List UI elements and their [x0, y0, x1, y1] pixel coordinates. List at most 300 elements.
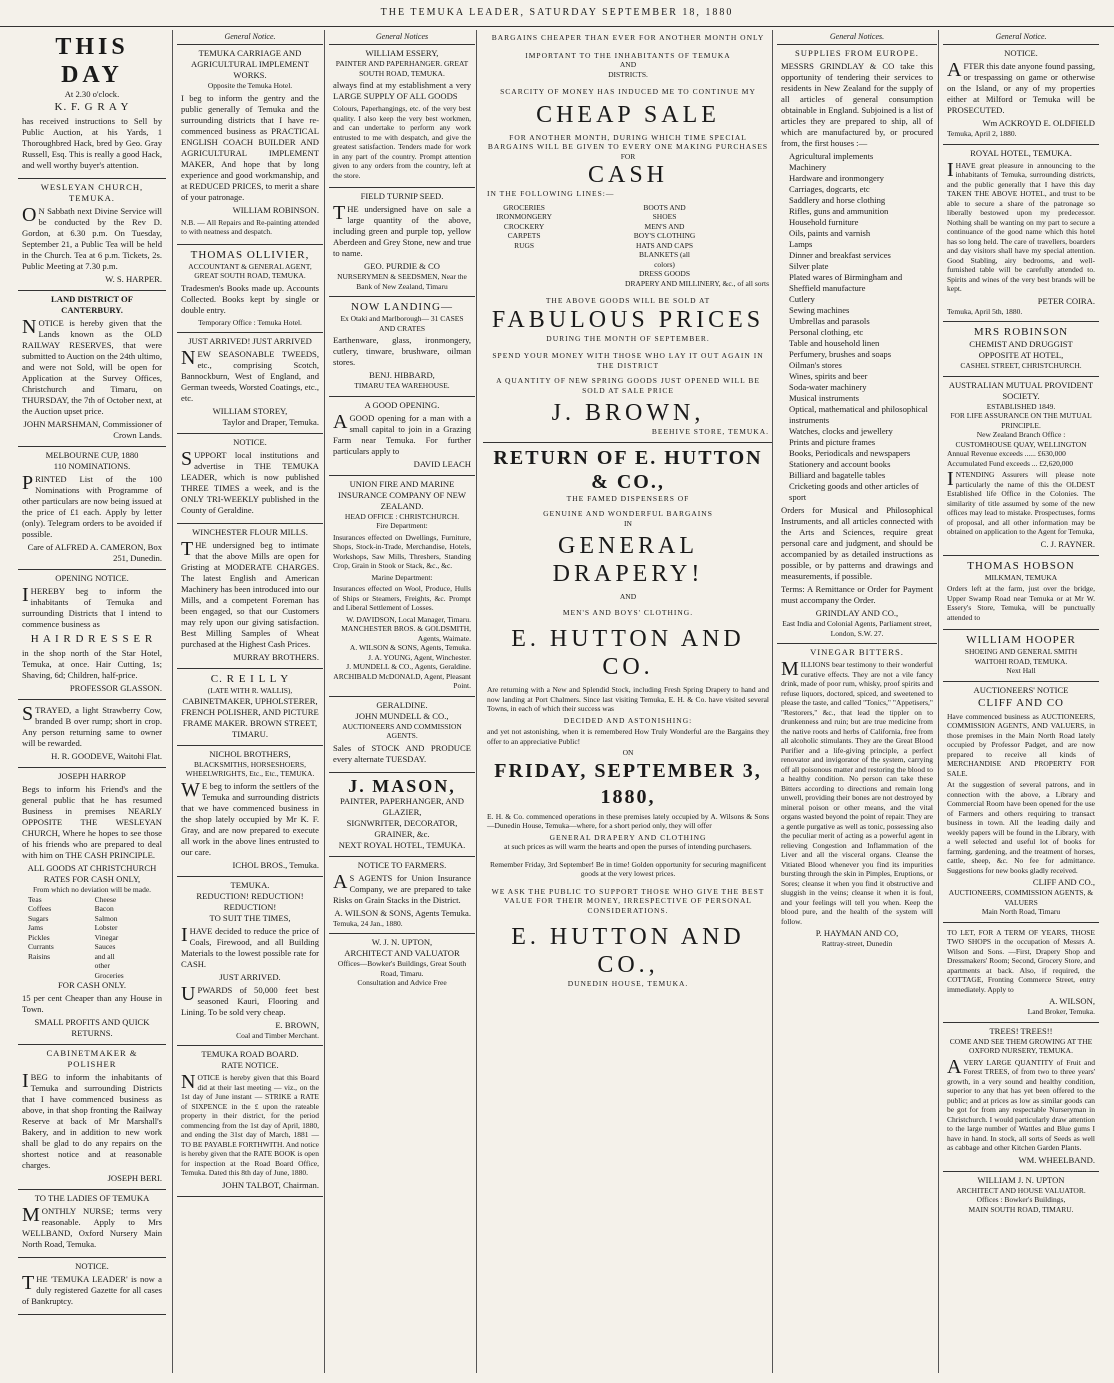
orders-text: Orders for Musical and Philosophical Instruments, and all articles connected with the Arts and Sciences, require great personal care and judgment, and should be accompanied by as detailed instructions as possible, or by patterns and drawings and measurements, if possible. — [781, 505, 933, 581]
opening-text: AGOOD opening for a man with a small capital to join in a Grazing Farm near Temuka. For further particulars apply to — [333, 410, 471, 456]
cab-sign: JOSEPH BERI. — [107, 1173, 162, 1183]
union-insurance-ad — [329, 476, 475, 697]
road-board-title: TEMUKA ROAD BOARD. — [201, 1049, 299, 1059]
upton-sub: ARCHITECT AND VALUATOR — [344, 948, 460, 958]
supply-item: Musical instruments — [789, 393, 859, 403]
amp-title: AUSTRALIAN MUTUAL PROVIDENT SOCIETY. — [948, 379, 1094, 401]
arrived2-heading: JUST ARRIVED. — [219, 971, 281, 982]
union-office: HEAD OFFICE : CHRISTCHURCH. — [344, 511, 460, 521]
hibbard-sub: TIMARU TEA WAREHOUSE. — [354, 381, 450, 390]
robinson-sub: CHEMIST AND DRUGGIST — [969, 339, 1073, 349]
mundell-name: JOHN MUNDELL & CO., — [355, 710, 449, 721]
mundell-sub: AUCTIONEERS AND COMMISSION AGENTS. — [342, 721, 462, 740]
harrop-name: JOSEPH HARROP — [58, 771, 126, 781]
supply-item: Soda-water machinery — [789, 382, 867, 392]
above-line: THE ABOVE GOODS WILL BE SOLD AT — [545, 296, 711, 305]
good-opening-ad — [329, 397, 475, 476]
mason-addr: NEXT ROYAL HOTEL, TEMUKA. — [338, 839, 466, 850]
mens-line: MEN'S AND BOYS' CLOTHING. — [562, 607, 694, 617]
remember-text: Remember Friday, 3rd September! Be in time! Golden opportunity for securing magnificent goods at the very lowest prices. — [489, 859, 767, 878]
amp-life: FOR LIFE ASSURANCE ON THE MUTUAL PRINCIPLE. — [950, 411, 1092, 430]
masthead: THE TEMUKA LEADER, SATURDAY SEPTEMBER 18, 1880 — [0, 0, 1114, 27]
robinson-name: MRS ROBINSON — [973, 326, 1069, 338]
mason-name: J. MASON, — [348, 775, 456, 796]
general-drapery-heading: GENERAL DRAPERY! — [552, 533, 704, 587]
wilson-sign: A. WILSON & SONS, Agents Temuka. — [334, 907, 471, 918]
upton2-sub: ARCHITECT AND HOUSE VALUATOR. — [956, 1185, 1086, 1195]
list-item: HATS AND CAPS — [635, 240, 694, 250]
support-ad — [177, 434, 323, 524]
royal-text: IHAVE great pleasure in announcing to the inhabitants of Temuka, surrounding districts, and the public generally that I have this day TAKEN THE ABOVE HOTEL, and trust to be able to secure a share of the patronage so liberally bestowed upon my predecessor. Nothing shall be wanting on my part to secure a continuance of the good name which this hotel has so long held. The care of travellers, boarders and day visitors shall have my special attention. Good Stabling, airy bedrooms, and well-furnished table will be carefully attended to. Spirits and wines of the very best brands will be kept. — [947, 158, 1095, 293]
royal-title: ROYAL HOTEL, TEMUKA. — [970, 147, 1072, 158]
fire-text: Insurances effected on Dwellings, Furniture, Shops, Stock-in-Trade, Merchandise, Hotels, Workshops, Saw Mills, Threshers, Standing Crop, Grain in Stook or Stack, &c., &c. — [333, 532, 471, 570]
returning-text: Are returning with a New and Splendid Stock, including Fresh Spring Drapery to hand and now landing at Port Chalmers. Since last visiting Temuka, E. H. & Co. have visited several Towns, in each of which their success was — [487, 685, 769, 713]
let-text: TO LET, FOR A TERM OF YEARS, THOSE TWO SHOPS in the occupation of Messrs A. Wilson and Sons. —First, Drapery Shop and Dressmakers' Room; Second, Grocery Store, and apartments at back. Also, if required, the COTTAGE, Fronting Commerce Street, entry immediately. Apply to — [947, 927, 1095, 994]
upton-text: Offices—Bowker's Buildings, Great South Road, Timaru. — [337, 959, 467, 978]
hooper-name: WILLIAM HOOPER — [966, 634, 1076, 646]
amp-established: ESTABLISHED 1849. — [986, 401, 1056, 411]
amp-society-ad — [943, 377, 1099, 556]
list-item: Lobster — [94, 923, 118, 932]
and2-line: AND — [619, 592, 637, 601]
purdie-name: GEO. PURDIE & CO — [364, 261, 440, 271]
arrived-heading: JUST ARRIVED! JUST ARRIVED — [188, 336, 312, 346]
royal-hotel-ad — [943, 145, 1099, 323]
supply-item: Watches, clocks and jewellery — [789, 426, 893, 436]
cash-only: FOR CASH ONLY. — [58, 980, 126, 990]
ollivier-text: Tradesmen's Books made up. Accounts Collected. Books kept by single or double entry. — [181, 282, 319, 315]
wesleyan-text: ON Sabbath next Divine Service will be conducted by the Rev D. Gordon, at 6.30 p.m. On Tuesday, September 21, a Public Tea will be held in the Church. Tea at 6 p.m. Tickets, 2s. Public Meeting at 7.30 p.m. — [22, 204, 162, 271]
supply-items — [781, 151, 933, 503]
carriage-head: TEMUKA CARRIAGE AND AGRICULTURAL IMPLEMENT WORKS. — [190, 48, 309, 80]
support-text: SUPPORT local institutions and advertise in THE TEMUKA LEADER, which is now published THREE TIMES a week, and is the ONLY TRI-WEEKLY published in the County of Geraldine. — [181, 448, 319, 515]
essery-ad — [329, 45, 475, 188]
supply-item: Agricultural implements — [789, 151, 874, 161]
reilly-sub: (LATE WITH R. WALLIS), — [207, 686, 293, 695]
nurse-text: MONTHLY NURSE; terms very reasonable. Apply to Mrs WELLBAND, Oxford Nursery Main North Road, Temuka. — [22, 1204, 162, 1249]
commenced-text: E. H. & Co. commenced operations in these premises lately occupied by A. Wilsons & Sons—Dunedin House, Temuka—where, for a short period only, they will offer — [487, 811, 769, 830]
cliff-text: Have commenced business as AUCTIONEERS, COMMISSION AGENTS, AND VALUERS, in those premises in the Main North Road lately occupied by Professor Padget, and are now prepared to receive all kinds of MERCHANDISE AND PROPERTY FOR SALE. — [947, 711, 1095, 778]
list-item: Bacon — [94, 904, 114, 913]
fire-dept: Fire Department: — [376, 521, 428, 530]
supply-item: Machinery — [789, 162, 827, 172]
column-6 — [938, 30, 1099, 1373]
wesleyan-sign: W. S. HARPER. — [105, 274, 162, 284]
beehive-line: BEEHIVE STORE, TEMUKA. — [651, 427, 769, 436]
cheap-sale-heading: CHEAP SALE — [536, 101, 720, 128]
brown-sale-ad — [483, 30, 773, 443]
list-item: Pickles — [28, 932, 50, 942]
goods-sub: From which no deviation will be made. — [32, 885, 152, 894]
marine-dept: Marine Department: — [371, 572, 433, 582]
leader-text: THE 'TEMUKA LEADER' is now a duly registered Gazette for all cases of Bankruptcy. — [22, 1272, 162, 1306]
lines-list — [487, 203, 769, 279]
agent-item: ARCHIBALD McDONALD, Agent, Pleasant Point. — [333, 671, 471, 690]
ladies-ad — [18, 1190, 166, 1258]
column-5 — [772, 30, 937, 1373]
ollivier-name: THOMAS OLLIVIER, — [190, 248, 310, 261]
cliff-ad — [943, 682, 1099, 923]
agents-list — [333, 615, 471, 691]
goods-list-b — [95, 895, 156, 981]
purdie-sub: NURSERYMEN & SEEDSMEN, Near the Bank of New Zealand, Timaru — [337, 272, 467, 291]
supply-item: Sewing machines — [789, 305, 850, 315]
trees-text: AVERY LARGE QUANTITY of Fruit and Forest TREES, of from two to three years' growth, in a very sound and healthy condition, superior to any that has yet been offered to the public; and at prices as low as similar goods can be got for from any respectable Nurseryman in Christchurch. I would particularly draw attention to the large number of Wattles and Blue gums I have in hand. In stock, all sorts of Seeds as well as cabbage and other Kitchen Garden Plants. — [947, 1055, 1095, 1152]
column-3-header: General Notices — [329, 30, 475, 45]
supply-item: Silver plate — [789, 261, 829, 271]
notice-text: AFTER this date anyone found passing, or trespassing on game or otherwise on the Island, or any of my properties either at Milford or Temuka will be PROSECUTED. — [947, 59, 1095, 115]
amp-annual: Annual Revenue exceeds ...... £630,000 — [947, 449, 1066, 458]
agent-item: J. MUNDELL & CO., Agents, Geraldine. — [346, 662, 471, 671]
land-text: NOTICE is hereby given that the Lands known as the OLD RAILWAY RESERVES, that were submitted to Auction on the 24th ultimo, and were not Sold, will be open for Application at the Survey Offices, Christchurch and Timaru, on THURSDAY, the 7th of October next, at the Auction upset price. — [22, 316, 162, 416]
goods-heading: ALL GOODS AT CHRISTCHURCH RATES FOR CASH ONLY, — [27, 863, 157, 884]
mason-sub2: SIGNWRITER, DECORATOR, GRAINER, &c. — [346, 817, 458, 839]
land-sign: JOHN MARSHMAN, Commissioner of Crown Lands. — [23, 419, 162, 440]
nichol-sign: ICHOL BROS., Temuka. — [232, 859, 319, 870]
temuka-label: TEMUKA. — [230, 879, 270, 890]
list-item: GROCERIES — [503, 202, 545, 212]
reilly-ad — [177, 669, 323, 746]
list-item: DRESS GOODS — [638, 269, 691, 278]
hooper-addr: WAITOHI ROAD, TEMUKA. — [974, 656, 1068, 666]
tweeds-text: NEW SEASONABLE TWEEDS, etc., comprising Scotch, Bannockburn, West of England, and German tweeds, Worsted Coatings, etc., etc. — [181, 347, 319, 403]
drapery-all: DRAPERY AND MILLINERY, &c., of all sorts — [625, 278, 769, 288]
this-day-heading: THIS DAY — [55, 34, 129, 88]
list-item: Coffees — [28, 904, 52, 913]
not-astonishing: and yet not astonishing, when it is remembered How Truly Wonderful are the Bargains they offer to an appreciative Public! — [487, 727, 769, 746]
coira-sign: PETER COIRA. — [1037, 295, 1095, 306]
cup-sign: Care of ALFRED A. CAMERON, Box 251, Dunedin. — [27, 542, 162, 563]
upton-ad — [329, 934, 475, 993]
mason-sub: PAINTER, PAPERHANGER, AND GLAZIER, — [340, 795, 464, 817]
supply-item: Oils, paints and varnish — [789, 228, 871, 238]
districts-line: DISTRICTS. — [608, 69, 648, 79]
to-let-ad — [943, 923, 1099, 1023]
rate-sign: JOHN TALBOT, Chairman. — [222, 1179, 319, 1190]
hayman-sub: Rattray-street, Dunedin — [821, 939, 893, 948]
supply-item: Optical, mathematical and philosophical instruments — [789, 404, 928, 425]
reduction-ad — [177, 877, 323, 1047]
bargains-line: BARGAINS CHEAPER THAN EVER FOR ANOTHER MONTH ONLY — [491, 33, 765, 42]
cup-sub: 110 NOMINATIONS. — [53, 461, 131, 471]
cliff-name: CLIFF AND CO — [978, 696, 1064, 709]
harrop-ad — [18, 768, 166, 1045]
in-line: IN — [624, 518, 632, 528]
list-item: Vinegar — [94, 932, 119, 942]
turnip-title: FIELD TURNIP SEED. — [360, 191, 444, 201]
column-5-header: General Notices. — [777, 30, 937, 45]
leader-notice — [18, 1258, 166, 1315]
leach-name: DAVID LEACH — [413, 458, 471, 469]
supply-item: Dinner and breakfast services — [789, 250, 891, 260]
list-item: Cheese — [94, 894, 117, 904]
grindlay-ad — [777, 45, 937, 644]
tweeds-ad — [177, 333, 323, 434]
supply-item: Perfumery, brushes and soaps — [789, 349, 892, 359]
hobson-ad — [943, 556, 1099, 631]
hibbard-name: BENJ. HIBBARD, — [369, 370, 435, 380]
list-item: IRONMONGERY — [496, 212, 553, 221]
vinegar-text: MILLIONS bear testimony to their wonderful curative effects. They are not a vile fancy drink, made of poor rum, whisky, proof spirits and refuse liquors, doctored, spiced, and sweetened to please the taste, and called "Tonics," "Appetisers," "Restorers," &c., that lead the tippler on to drunkenness and ruin; but are true medicine from the native roots and herbs of California, free from all alcoholic stimulants. They are the Great Blood Purifier and a life-giving principle, a perfect renovator and invigorator of the system, carrying off all poisonous matter and restoring the blood to a healthy condition. No person can take these Bitters according to directions and remain long unwell, providing their bones are not destroyed by mineral poison or other means, and the vital organs wasted beyond the point of repair. They are a gentle purgative as well as tonic, possessing also the peculiar merit of acting as a powerful agent in relieving Congestion and Inflammation of the Liver and all the visceral organs. Cleanse the Vitiated Blood whenever you find its impurities bursting through the skin in Pimples, Eruptions, or Sores; cleanse it when you find it obstructive and sluggish in the veins; cleanse it when it is foul, and your feelings will tell you when. Keep the blood pure, and the health of the system will follow. — [781, 658, 933, 926]
fabulous-heading: FABULOUS PRICES — [491, 306, 765, 333]
supply-item: Plated wares of Birmingham and Sheffield manufacture — [789, 272, 903, 293]
spend-line: SPEND YOUR MONEY WITH THOSE WHO LAY IT OUT AGAIN IN THE DISTRICT — [492, 351, 764, 370]
list-item: Sauces — [94, 942, 116, 951]
cab-title: CABINETMAKER & POLISHER — [46, 1048, 138, 1069]
opening-text: IHEREBY beg to inform the inhabitants of Temuka and surrounding Districts that I intend to commence business as — [22, 584, 162, 629]
list-item: and all other Groceries — [94, 951, 124, 980]
supply-item: Prints and picture frames — [789, 437, 876, 447]
turnip-seed-ad — [329, 188, 475, 297]
another-month: FOR ANOTHER MONTH, DURING WHICH TIME SPECIAL BARGAINS WILL BE GIVEN TO EVERY ONE MAKING PURCHASES — [487, 132, 769, 151]
and-line: AND — [619, 60, 637, 69]
hutton-ad — [483, 443, 773, 994]
union-title: UNION FIRE AND MARINE INSURANCE COMPANY OF NEW ZEALAND. — [337, 478, 467, 511]
geraldine-label: GERALDINE. — [376, 699, 428, 710]
carriage-works-ad — [177, 45, 323, 245]
column-6-header: General Notice. — [943, 30, 1099, 45]
mundell-text: Sales of STOCK AND PRODUCE every alternate TUESDAY. — [333, 742, 471, 764]
auction-text: has received instructions to Sell by Public Auction, at his Yards, 1 Thoroughbred Hack, bred by Geo. Gray Russell, Esq. This is really a good Hack, and well worthy buyer's attention. — [22, 116, 162, 170]
list-item: Jams — [28, 923, 43, 932]
upton2-addr: MAIN SOUTH ROAD, TIMARU. — [968, 1204, 1074, 1214]
famed-line: THE FAMED DISPENSERS OF — [566, 493, 690, 503]
trespass-notice — [943, 45, 1099, 145]
mundell-ad — [329, 697, 475, 773]
essery-sub: PAINTER AND PAPERHANGER. GREAT SOUTH ROAD, TEMUKA. — [335, 59, 469, 78]
important-line: IMPORTANT TO THE INHABITANTS OF TEMUKA — [525, 50, 731, 60]
rate-text: NOTICE is hereby given that this Board did at their last meeting — viz., on the 1st day of June instant — STRIKE a RATE of SIXPENCE in the £ upon the rateable property in their district, for the period commencing from the 1st day of April, 1880, and ending the 31st day of March, 1881 — TO BE PAYABLE FORTHWITH. And notice is hereby given that the RATE BOOK is open for inspection at the Road Board Office, Temuka. Dated this 8th day of June, 1880. — [181, 1071, 319, 1177]
supply-item: Wines, spirits and beer — [789, 371, 868, 381]
trees-ad — [943, 1023, 1099, 1172]
ollivier-ad — [177, 245, 323, 334]
such-prices: at such prices as will warm the hearts and open the purses of intending purchasers. — [504, 842, 752, 851]
during-line: DURING THE MONTH OF SEPTEMBER. — [546, 333, 710, 343]
scarcity-line: SCARCITY OF MONEY HAS INDUCED ME TO CONTINUE MY — [500, 87, 756, 96]
rayner-sign: C. J. RAYNER. — [1040, 538, 1095, 549]
agent-item: MANCHESTER BROS. & GOLDSMITH, Agents, Waimate. — [341, 624, 471, 643]
ackroyd-date: Temuka, April 2, 1880. — [947, 129, 1017, 138]
supply-item: Stationery and account books — [789, 459, 891, 469]
opening-title: A GOOD OPENING. — [364, 399, 440, 410]
supply-item: Hardware and ironmongery — [789, 173, 884, 183]
return-heading: RETURN OF E. HUTTON & CO., — [493, 446, 763, 493]
cabinetmaker-ad — [18, 1045, 166, 1190]
agent-item: J. A. YOUNG, Agent, Winchester. — [368, 652, 471, 662]
column-2 — [172, 30, 323, 1373]
hobson-name: THOMAS HOBSON — [967, 559, 1075, 572]
small-profits: SMALL PROFITS AND QUICK RETURNS. — [34, 1017, 150, 1038]
intending-text: INTENDING Assurers will please note particularly the name of this the OLDEST Established life Office in the Colonies. The similarity of title assumed by some of the new offices may lead to mistake. Prospectuses, forms of proposal, and all other information may be obtained on application to the Agent for Temuka, — [947, 468, 1095, 536]
per-cent: 15 per cent Cheaper than any House in Town. — [22, 993, 162, 1014]
column-3 — [324, 30, 475, 1373]
ollivier-sub: ACCOUNTANT & GENERAL AGENT, GREAT SOUTH ROAD, TEMUKA. — [188, 261, 312, 280]
vinegar-bitters-ad — [777, 644, 937, 954]
friday-heading: FRIDAY, SEPTEMBER 3, 1880, — [494, 759, 762, 808]
coira-date: Temuka, April 5th, 1880. — [947, 306, 1023, 316]
trees-title: TREES! TREES!! — [989, 1025, 1053, 1036]
list-item: Raisins — [28, 951, 51, 961]
cash-heading: CASH — [587, 162, 669, 188]
list-item: Currants — [28, 942, 54, 951]
let-wilson-sub: Land Broker, Temuka. — [1027, 1007, 1095, 1016]
supplies-title: SUPPLIES FROM EUROPE. — [795, 48, 919, 58]
list-item: Teas — [28, 894, 42, 904]
goods-list-a — [28, 895, 89, 981]
nichol-text: WE beg to inform the settlers of the Temuka and surrounding districts that we have commenced business in the shop lately occupied by Mr K. F. Gray, and are now prepared to execute all work in the above lines entrusted to our care. — [181, 778, 319, 857]
column-2-header: General Notice. — [177, 30, 323, 45]
dunedin-house: DUNEDIN HOUSE, TEMUKA. — [567, 979, 689, 988]
opening-title: OPENING NOTICE. — [55, 573, 129, 583]
list-item: MEN'S AND BOY'S CLOTHING — [633, 221, 696, 240]
list-item: RUGS — [514, 240, 535, 250]
notice-title: NOTICE. — [1004, 48, 1038, 58]
cliff-text2: At the suggestion of several patrons, and in connection with the above, a Library and Commercial Room have been opened for the use of Farmers and others requiring to transact business in town. All the leading daily and weekly papers will be found in the Library, with a well selected and useful lot of books for farming, gardening, and the treatment of horses, cattle, sheep, &c. No fee for admittance. Suggestions for new books gladly received. — [947, 780, 1095, 875]
mason-ad — [329, 773, 475, 857]
flour-sign: MURRAY BROTHERS. — [233, 652, 319, 662]
lines-list-a — [493, 203, 623, 279]
hobson-sub: MILKMAN, TEMUKA — [984, 572, 1058, 582]
storey-name: WILLIAM STOREY, — [212, 406, 288, 416]
hooper-sub: SHOEING AND GENERAL SMITH — [964, 647, 1078, 656]
cliff2-name: CLIFF AND CO., — [1032, 877, 1095, 887]
landing-ad — [329, 297, 475, 397]
farmers-title: NOTICE TO FARMERS. — [357, 859, 447, 870]
auctioneer-name: K. F. G R A Y — [54, 101, 130, 113]
list-item: BLANKETS (all colors) — [638, 250, 691, 269]
supply-item: Billiard and bagatelle tables — [789, 470, 886, 480]
ackroyd-sign: Wm ACKROYD E. OLDFIELD — [982, 118, 1095, 128]
consult: Consultation and Advice Free — [357, 978, 447, 987]
reilly-text: CABINETMAKER, UPHOLSTERER, FRENCH POLISHER, AND PICTURE FRAME MAKER. BROWN STREET, TIMARU. — [181, 695, 319, 739]
supply-item: Cricketing goods and other articles of sport — [789, 481, 919, 502]
upwards-text: UPWARDS of 50,000 feet best seasoned Kauri, Flooring and Lining. To be sold very cheap. — [181, 982, 319, 1017]
hairdresser-ad — [18, 570, 166, 700]
gen-drapery-line: GENERAL DRAPERY AND CLOTHING — [549, 832, 707, 842]
essery-text2: Colours, Paperhangings, etc. of the very best quality. I also keep the very best workmen, and can undertake to perform any work entrusted to me with despatch, and give the greatest satisfaction. Tenders made for work in any part of the country. Prompt attention given to any orders from the country, left at the store. — [333, 104, 471, 180]
supply-item: Household furniture — [789, 217, 859, 227]
glasson: PROFESSOR GLASSON. — [69, 683, 162, 693]
carriage-sub: Opposite the Temuka Hotel. — [207, 81, 293, 90]
genuine-line: GENUINE AND WONDERFUL BARGAINS — [543, 509, 713, 518]
supply-item: Umbrellas and parasols — [789, 316, 870, 326]
flour-mills-ad — [177, 524, 323, 669]
lines-list-b — [633, 203, 763, 279]
supply-item: Cutlery — [789, 294, 815, 304]
robinson-sub2: OPPOSITE AT HOTEL, — [978, 350, 1064, 360]
lines-heading: IN THE FOLLOWING LINES:— — [487, 189, 615, 198]
essery-text: always find at my establishment a very LARGE SUPPLY OF ALL GOODS — [333, 80, 471, 101]
flour-text: THE undersigned beg to intimate that the above Mills are open for Gristing at MODERATE CHARGES. The latest English and American Machinery has been introduced into our Mills, and a competent Foreman has been engaged, so that our Customers may rely upon our giving satisfaction. Best Milling Samples of Wheat purchased at the Highest Cash Prices. — [181, 538, 319, 649]
hair-text: in the shop north of the Star Hotel, Temuka, at once. Hair Cutting, 1s; Shaving, 6d; Children, half-price. — [22, 648, 162, 680]
leader-notice-title: NOTICE. — [75, 1261, 109, 1271]
flour-title: WINCHESTER FLOUR MILLS. — [192, 527, 308, 537]
carriage-text: I beg to inform the gentry and the public generally of Temuka and the surrounding districts that I have re-commenced business as PRACTICAL ENGLISH COACH BUILDER AND AGRICULTURAL IMPLEMENT MAKER, And hope that by long experience and good workmanship, and at REDUCED PRICES, to merit a share of your patronage. — [181, 92, 319, 202]
terms-text: Terms: A Remittance or Order for Payment must accompany the Order. — [781, 584, 933, 605]
for-line: FOR — [620, 151, 636, 161]
robinson-addr: CASHEL STREET, CHRISTCHURCH. — [960, 361, 1082, 370]
carriage-sign: WILLIAM ROBINSON. — [232, 204, 319, 215]
list-item: Sugars — [28, 913, 49, 923]
let-wilson: A. WILSON, — [1049, 996, 1095, 1006]
hooper-ad — [943, 630, 1099, 682]
upton2-offices: Offices : Bowker's Buildings, — [976, 1195, 1066, 1204]
cup-text: PRINTED List of the 100 Nominations with Programme of other particulars are now being issued at the price of £1 each. Apply by letter (only). Telegram orders to be avoided if possible. — [22, 472, 162, 539]
carriage-nb: N.B. — All Repairs and Re-painting attended to with neatness and despatch. — [181, 217, 319, 236]
list-item: Salmon — [94, 913, 118, 923]
strayed-ad — [18, 700, 166, 768]
supply-item: Lamps — [789, 239, 813, 249]
essery-name: WILLIAM ESSERY, — [365, 48, 439, 58]
upton-architect-ad — [943, 1172, 1099, 1220]
hutton-heading: E. HUTTON AND CO. — [511, 626, 745, 680]
wesleyan-title: WESLEYAN CHURCH, TEMUKA. — [40, 182, 144, 203]
brown-sub: Coal and Timber Merchant. — [236, 1030, 319, 1040]
hair-dresser: H A I R D R E S S E R — [30, 633, 154, 645]
amp-quay: CUSTOMHOUSE QUAY, WELLINGTON — [955, 439, 1087, 449]
supply-item: Saddlery and horse clothing — [789, 195, 886, 205]
jbrown-name: J. BROWN, — [551, 400, 705, 426]
grindlay-text: MESSRS GRINDLAY & CO take this opportunity of tendering their services to residents in New Zealand for the supply of all articles of general consumption obtainable in England. Subjoined is a list of articles they are prepared to ship, all of which are manufactured by, or procured from, the first houses :— — [781, 61, 933, 148]
reilly-name: C. R E I L L Y — [210, 673, 290, 685]
robinson-ad — [943, 322, 1099, 377]
landing-text: Earthenware, glass, ironmongery, cutlery, tinware, brushware, oilman stores. — [333, 335, 471, 367]
upton2-name: WILLIAM J. N. UPTON — [977, 1174, 1065, 1185]
land-ad — [18, 291, 166, 447]
nichol-sub: BLACKSMITHS, HORSESHOERS, WHEELWRIGHTS, Etc., Etc., TEMUKA. — [185, 759, 315, 778]
supply-item: Carriages, dogcarts, etc — [789, 184, 870, 194]
rate-notice-title: RATE NOTICE. — [221, 1060, 279, 1070]
column-1 — [18, 30, 166, 1373]
cup-title: MELBOURNE CUP, 1880 — [45, 450, 139, 460]
auction-time: At 2.30 o'clock. — [64, 89, 120, 99]
landing-sub: Ex Otaki and Marlborough— 31 CASES AND CRATES — [340, 314, 464, 333]
list-item: CARPETS — [507, 231, 541, 240]
suit-text: IHAVE decided to reduce the price of Coals, Firewood, and all Building Materials to the lowest possible rate for CASH. — [181, 923, 319, 969]
supply-item: Oilman's stores — [789, 360, 842, 370]
upton-name: W. J. N. UPTON, — [371, 937, 433, 947]
grindlay-sub: East India and Colonial Agents, Parliament street, London, S.W. 27. — [782, 619, 932, 638]
farmers-ad — [329, 857, 475, 935]
auction-ad — [18, 30, 166, 179]
land-title: LAND DISTRICT OF CANTERBURY. — [51, 294, 133, 315]
amp-funds: Accumulated Fund exceeds ... £2,620,000 — [947, 458, 1074, 468]
strayed-text: STRAYED, a light Strawberry Cow, branded B over rump; short in crop. Any person returning same to owner will be rewarded. — [22, 703, 162, 748]
supply-item: Books, Periodicals and newspapers — [789, 448, 911, 458]
cab-text: IBEG to inform the inhabitants of Temuka and surrounding Districts that I have commenced business as above, in that shop fronting the Railway Reserve at back of Mr Marshall's Bakery, and in addition to new work shall be glad to do any repairs on the shortest notice and at reasonable charges. — [22, 1070, 162, 1170]
grindlay-name: GRINDLAY AND CO., — [815, 608, 899, 618]
brown-name: E. BROWN, — [275, 1019, 319, 1030]
hooper-next: Next Hall — [1006, 666, 1036, 675]
come-line: COME AND SEE THEM GROWING AT THE OXFORD NURSERY, TEMUKA. — [949, 1036, 1093, 1055]
hayman-name: P. HAYMAN AND CO, — [815, 928, 899, 938]
wilson-date: Temuka, 24 Jan., 1880. — [333, 918, 403, 928]
landing-title: NOW LANDING— — [351, 301, 453, 313]
goods-list — [22, 895, 162, 981]
amp-branch: New Zealand Branch Office : — [976, 430, 1066, 439]
wesleyan-ad — [18, 179, 166, 291]
auct-title: AUCTIONEERS' NOTICE — [973, 684, 1069, 695]
melbourne-cup-ad — [18, 447, 166, 570]
turnip-text: THE undersigned have on sale a large quantity of the above, including green and purple top, yellow Aberdeen and Grey Stone, new and true to name. — [333, 202, 471, 258]
hobson-text: Orders left at the farm, just over the bridge, Upper Swamp Road near Temuka or at Mr W. Essery's Store, Temuka, will be punctually attended to — [947, 584, 1095, 622]
hutton2-heading: E. HUTTON AND CO., — [511, 924, 745, 978]
harrop-text: Begs to inform his Friend's and the general public that he has resumed Business in premises NEARLY OPPOSITE THE WESLEYAN CHURCH, Where he hopes to see those of his friends who are prepared to deal with him on THE CASH PRINCIPLE. — [22, 784, 162, 860]
cliff2-addr: Main North Road, Timaru — [981, 907, 1061, 916]
agent-item: A. WILSON & SONS, Agents, Temuka. — [349, 643, 471, 652]
storey-sub: Taylor and Draper, Temuka. — [222, 417, 319, 427]
quantity-line: A QUANTITY OF NEW SPRING GOODS JUST OPENED WILL BE SOLD AT SALE PRICE — [496, 376, 760, 395]
